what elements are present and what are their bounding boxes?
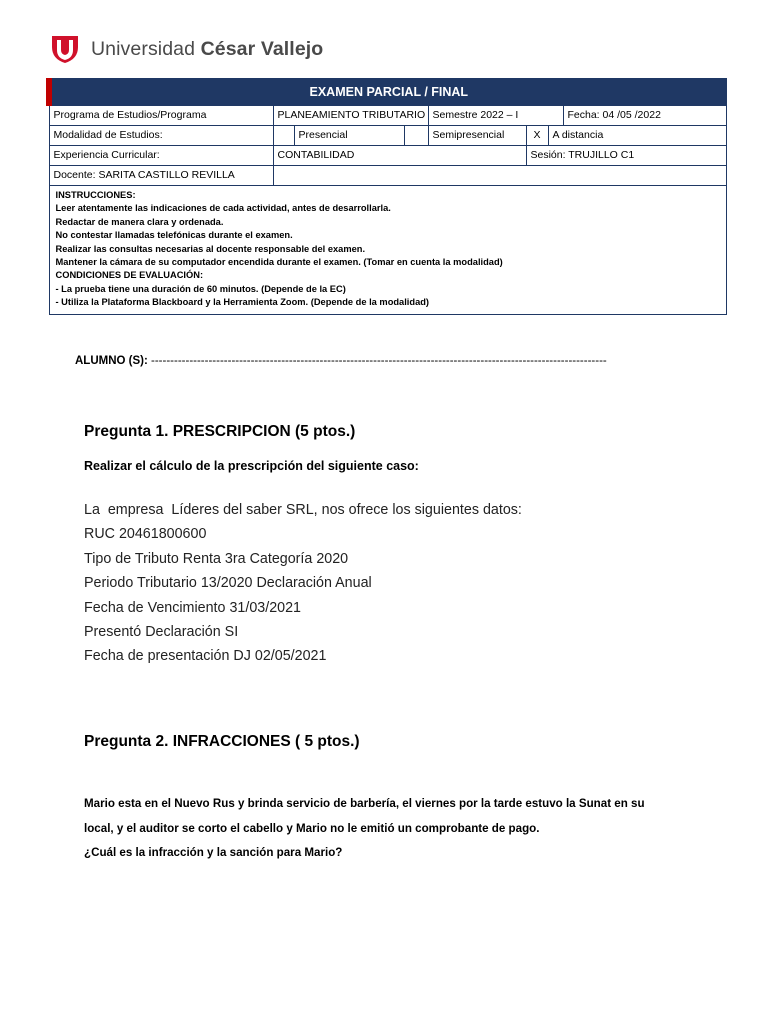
data-line: Presentó Declaración SI xyxy=(84,624,239,641)
data-line: Tipo de Tributo Renta 3ra Categoría 2020 xyxy=(84,550,349,567)
university-name-regular: Universidad xyxy=(91,37,201,60)
alumno-blank: ----------------------------------------------------------------------------------------------------------------------- xyxy=(147,355,607,367)
instruction-line: No contestar llamadas telefónicas durante el examen. xyxy=(55,230,293,241)
modalidad-label: Modalidad de Estudios: xyxy=(49,126,273,146)
alumno-line xyxy=(75,355,607,367)
experiencia-label: Experiencia Curricular: xyxy=(49,146,273,166)
paragraph-line: ¿Cuál es la infracción y la sanción para Mario? xyxy=(84,846,343,860)
alumno-label: ALUMNO (S): xyxy=(75,355,148,367)
semestre-cell: Semestre 2022 – I xyxy=(428,106,563,126)
distancia-label: A distancia xyxy=(548,126,726,146)
pregunta-1-subtitle: Realizar el cálculo de la prescripción del siguiente caso: xyxy=(84,459,419,473)
instruction-line: Mantener la cámara de su computador encendida durante el examen. (Tomar en cuenta la modalidad) xyxy=(55,257,503,268)
data-line: La empresa Líderes del saber SRL, nos ofrece los siguientes datos: xyxy=(84,502,522,518)
exam-title: EXAMEN PARCIAL / FINAL xyxy=(49,79,726,106)
data-line: Fecha de presentación DJ 02/05/2021 xyxy=(84,648,327,665)
docente-cell: Docente: SARITA CASTILLO REVILLA xyxy=(49,166,273,186)
presencial-spacer xyxy=(273,126,294,146)
presencial-label: Presencial xyxy=(294,126,404,146)
pregunta-1-title: Pregunta 1. PRESCRIPCION (5 ptos.) xyxy=(84,423,356,440)
semipresencial-label: Semipresencial xyxy=(428,126,526,146)
semipresencial-mark: X xyxy=(526,126,548,146)
fecha-cell: Fecha: 04 /05 /2022 xyxy=(563,106,726,126)
data-line: Fecha de Vencimiento 31/03/2021 xyxy=(84,599,301,616)
instruction-line: INSTRUCCIONES: xyxy=(55,190,136,200)
programa-value: PLANEAMIENTO TRIBUTARIO xyxy=(273,106,428,126)
university-logo xyxy=(50,34,323,64)
paragraph-line: Mario esta en el Nuevo Rus y brinda servicio de barbería, el viernes por la tarde estuvo la Sunat en su xyxy=(84,797,645,810)
pregunta-2-title: Pregunta 2. INFRACCIONES ( 5 ptos.) xyxy=(84,733,360,750)
exam-info-table xyxy=(46,78,727,315)
instruction-line: CONDICIONES DE EVALUACIÓN: xyxy=(55,270,204,281)
experiencia-value: CONTABILIDAD xyxy=(273,146,526,166)
instruction-line: - La prueba tiene una duración de 60 minutos. (Depende de la EC) xyxy=(55,283,346,294)
presencial-mark xyxy=(404,126,428,146)
data-line: Periodo Tributario 13/2020 Declaración Anual xyxy=(84,575,372,592)
programa-label: Programa de Estudios/Programa xyxy=(49,106,273,126)
pregunta-2-text xyxy=(84,792,684,866)
instructions-block xyxy=(49,186,726,315)
data-line: RUC 20461800600 xyxy=(84,526,207,543)
docente-empty-cell xyxy=(273,166,726,186)
instruction-line: Leer atentamente las indicaciones de cada actividad, antes de desarrollarla. xyxy=(55,203,391,214)
paragraph-line: local, y el auditor se corto el cabello y Mario no le emitió un comprobante de pago. xyxy=(84,821,540,835)
instruction-line: - Utiliza la Plataforma Blackboard y la Herramienta Zoom. (Depende de la modalidad) xyxy=(55,297,430,308)
pregunta-1-data xyxy=(84,498,522,669)
sesion-cell: Sesión: TRUJILLO C1 xyxy=(526,146,726,166)
university-name-bold: César Vallejo xyxy=(200,37,324,60)
ucv-shield-icon xyxy=(50,34,80,64)
instruction-line: Realizar las consultas necesarias al docente responsable del examen. xyxy=(55,243,366,254)
instruction-line: Redactar de manera clara y ordenada. xyxy=(55,216,224,227)
university-name xyxy=(91,38,323,61)
